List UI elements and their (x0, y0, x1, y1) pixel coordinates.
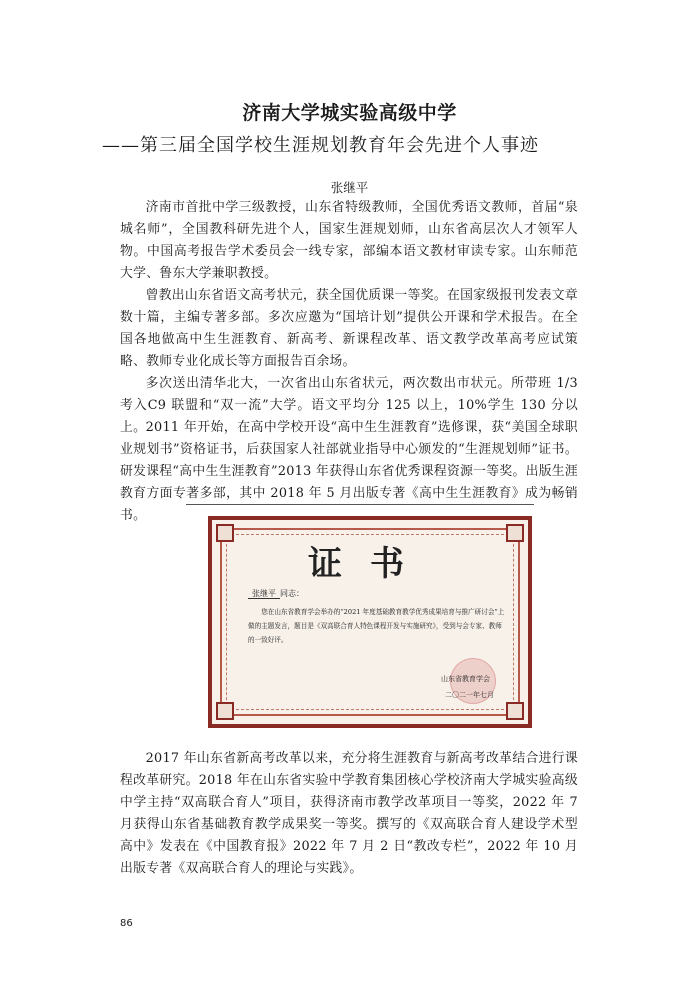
author-name: 张继平 (330, 180, 369, 195)
page-subtitle: ——第三届全国学校生涯规划教育年会先进个人事迹 (102, 135, 539, 156)
paragraph-career-education: 2011 年开始，在高中学校开设“高中生生涯教育”选修课，获“美国全球职业规划书”资格证书，后获国家人社部就业指导中心颁发的“生涯规划师”证书。研发课程“高中生生涯教育”2013 年获得山东省优秀课程资源一等奖。出版生涯教育方面专著多部，其中 2018 年 5 月出版专著《高中生生涯教育》成为畅销书。 (120, 420, 578, 523)
certificate-date: 二〇二一年七月 (445, 691, 494, 699)
certificate-recipient: 张继平 (248, 589, 280, 599)
certificate-image (208, 516, 532, 728)
certificate-heading: 证书 (308, 544, 432, 584)
page-number: 86 (120, 918, 133, 929)
frame-corner-ornament (216, 702, 234, 720)
paragraph-credentials: 济南市首批中学三级教授，山东省特级教师，全国优秀语文教师，首届“泉城名师”，全国教科研先进个人，国家生涯规划师，山东省高层次人才领军人物。中国高考报告学术委员会一线专家，部编本语文教材审读专家。山东师范大学、鲁东大学兼职教授。 (120, 200, 578, 281)
paragraph-achievements: 曾教出山东省语文高考状元，获全国优质课一等奖。在国家级报刊发表文章数十篇，主编专著多部。多次应邀为“国培计划”提供公开课和学术报告。在全国各地做高中生生涯教育、新高考、新课程改革、语文教学改革高考应试策略、教师专业化成长等方面报告百余场。 (120, 288, 578, 369)
certificate-recipient-line (248, 588, 304, 599)
certificate-salutation: 同志： (280, 589, 304, 598)
page-title: 济南大学城实验高级中学 (242, 102, 457, 124)
frame-corner-ornament (506, 702, 524, 720)
paragraph-reform: 2017 年山东省新高考改革以来，充分将生涯教育与新高考改革结合进行课程改革研究。2018 年在山东省实验中学教育集团核心学校济南大学城实验高级中学主持“双高联合育人”项目，获得济南市教学改革项目一等奖，2022 年 7 月获得山东省基础教育教学成果奖一等奖。撰写的《双高联合育人建设学术型高中》发表在《中国教育报》2022 年 7 月 2 日“教改专栏”，2022 年 10 月出版专著《双高联合育人的理论与实践》。 (120, 751, 578, 876)
paragraph-results: 多次送出清华北大，一次省出山东省状元，两次数出市状元。所带班 1/3 考入C9 联盟和“双一流”大学。语文平均分 125 以上，10%学生 130 分以上。 (120, 376, 578, 435)
certificate-body: 您在山东省教育学会举办的“2021 年度基础教育教学优秀成果培育与推广研讨会”上做的主题发言，题目是《双高联合育人特色课程开发与实施研究》，受到与会专家、教师的一致好评。 (248, 608, 505, 644)
certificate-issuer: 山东省教育学会 (441, 675, 490, 683)
text-underline (186, 504, 534, 505)
